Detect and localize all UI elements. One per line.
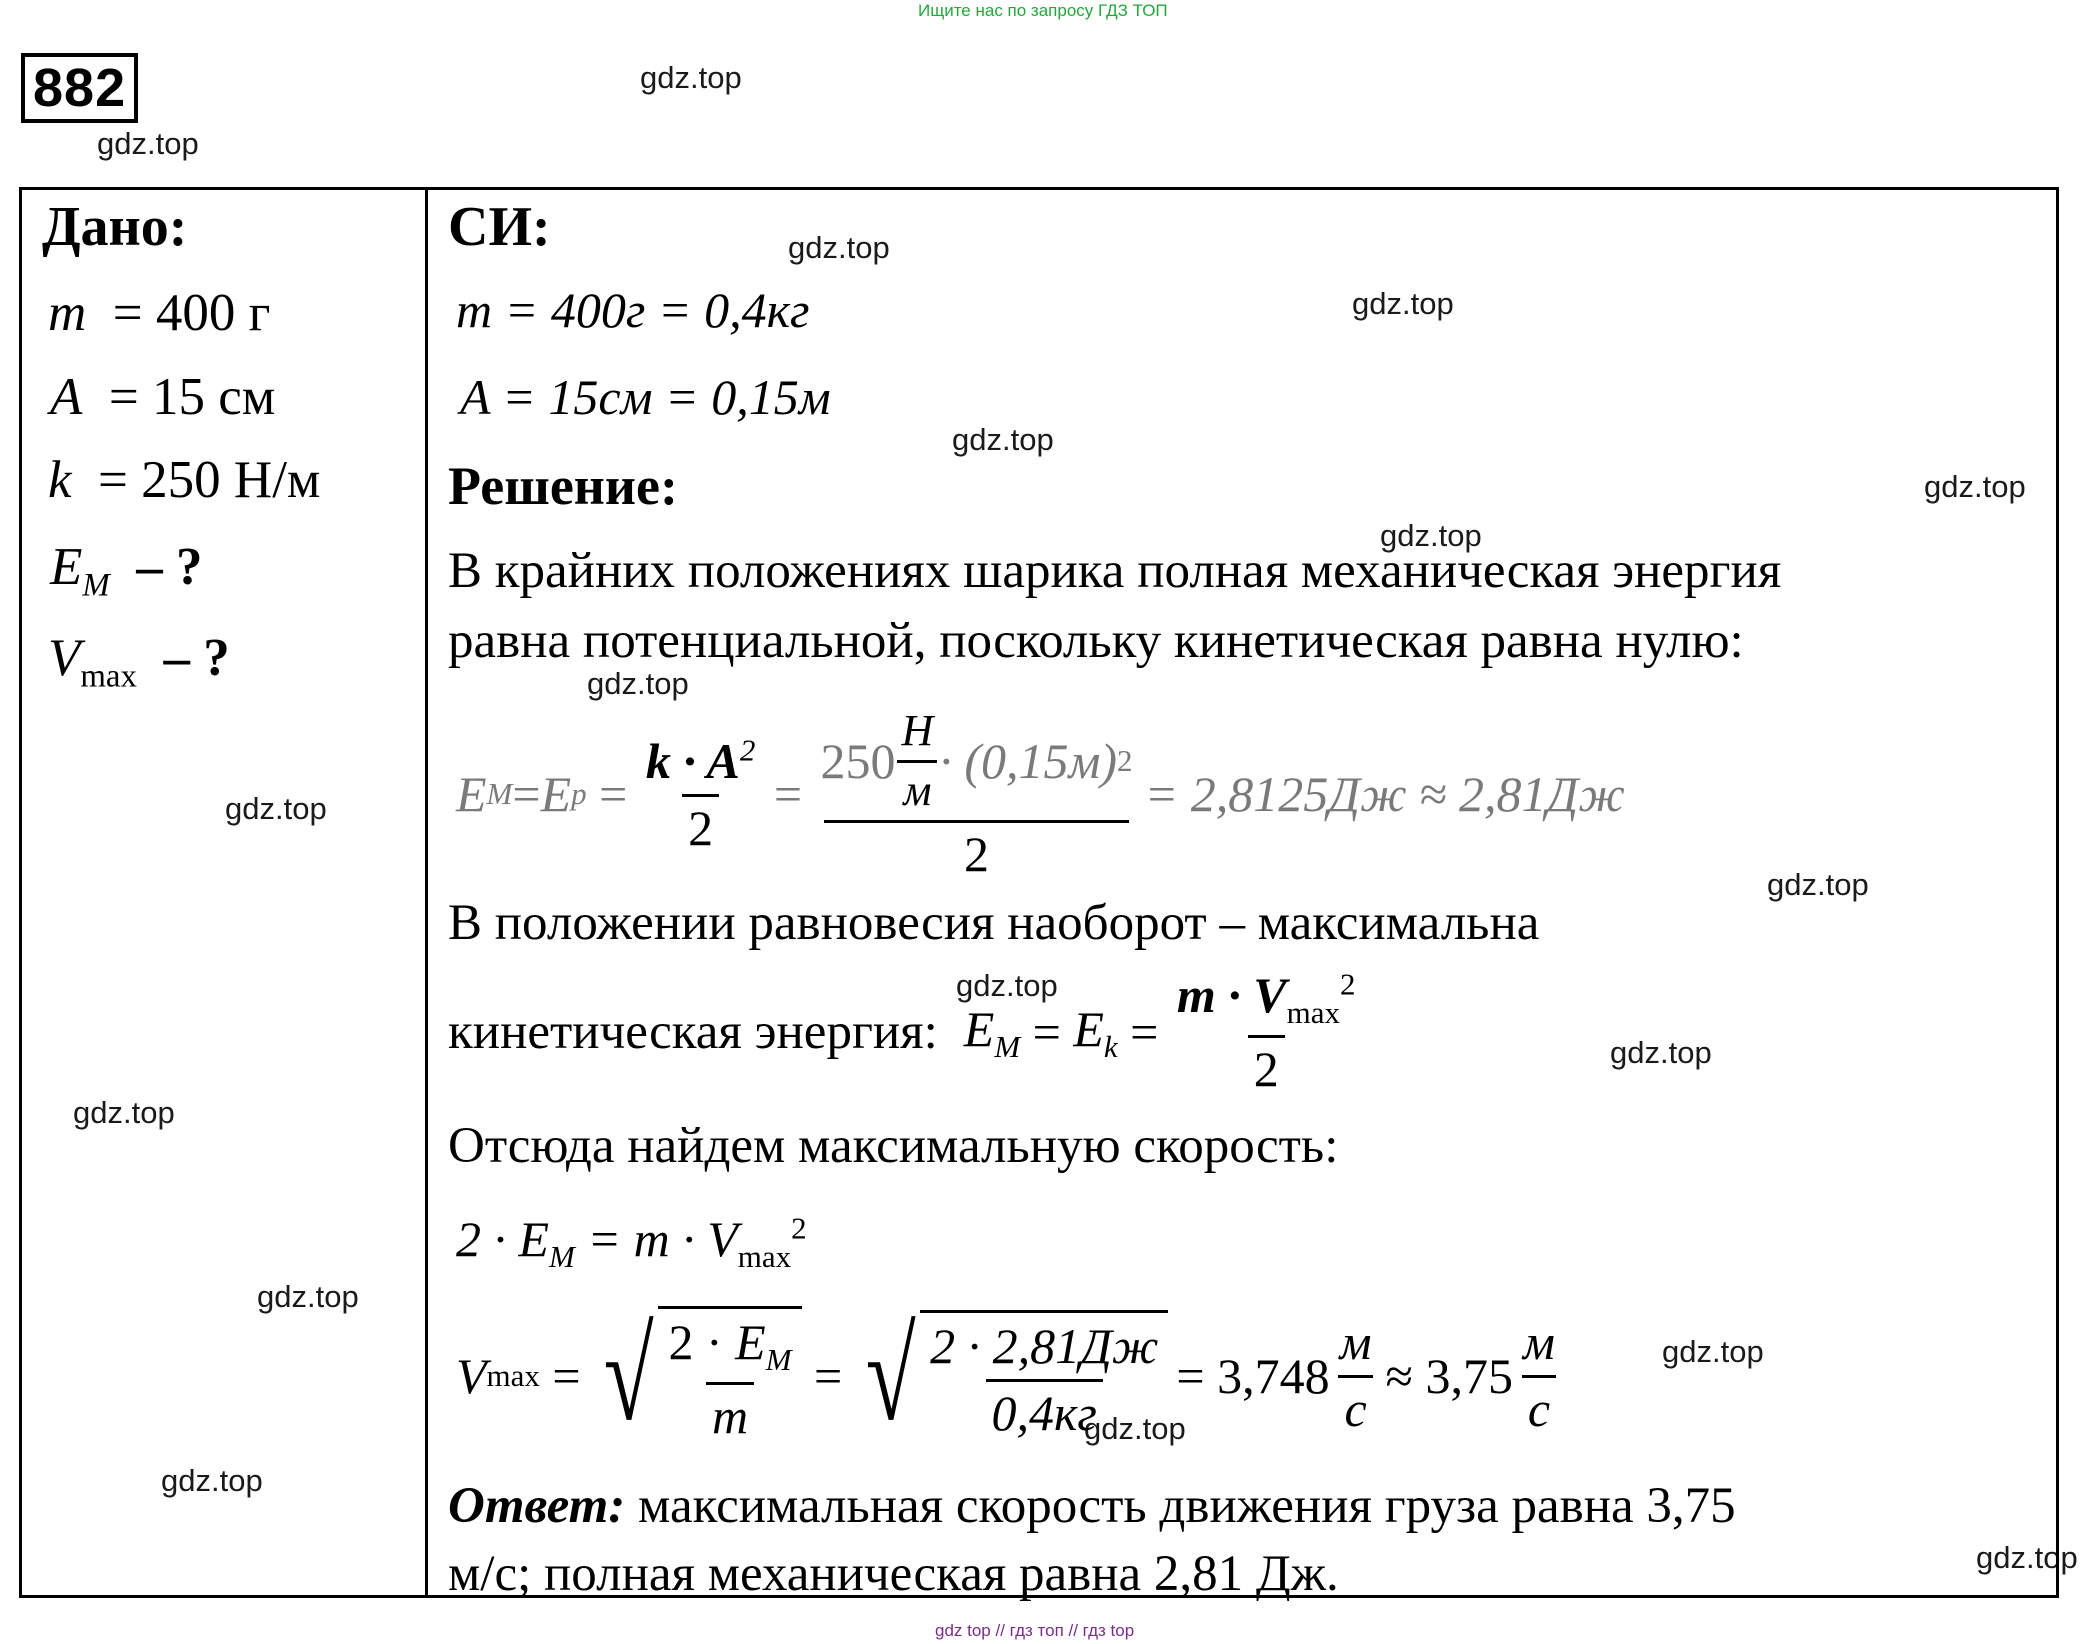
watermark: gdz.top xyxy=(161,1463,263,1498)
answer-line-2: м/с; полная механическая равна 2,81 Дж. xyxy=(448,1546,1339,1602)
bottom-banner: gdz top // гдз топ // гдз top xyxy=(935,1621,1135,1640)
si-mass: m = 400г = 0,4кг xyxy=(456,282,810,338)
watermark: gdz.top xyxy=(1380,518,1482,553)
equation-energy-velocity: $2 \cdot E_M = m \cdot V_{max}^2$ xyxy=(456,1210,807,1274)
solution-text-2a: В положении равновесия наоборот – максимальна xyxy=(448,895,1540,951)
given-mass: m = 400 г xyxy=(48,284,271,342)
watermark: gdz.top xyxy=(73,1095,175,1130)
watermark: gdz.top xyxy=(97,126,199,161)
watermark: gdz.top xyxy=(1084,1411,1186,1446)
solution-text-3: Отсюда найдем максимальную скорость: xyxy=(448,1118,1339,1174)
solution-header: Решение: xyxy=(448,456,678,516)
problem-number: 882 xyxy=(21,53,138,123)
given-stiffness: k = 250 Н/м xyxy=(48,451,321,509)
watermark: gdz.top xyxy=(952,422,1054,457)
watermark: gdz.top xyxy=(1662,1334,1764,1369)
equation-kinetic-energy: кинетическая энергия: $E_M$ = $E_k$ = $\frac{m \cdot V_{max}^2}{2}$ xyxy=(448,966,1356,1097)
given-amplitude: A = 15 см xyxy=(50,368,276,426)
watermark: gdz.top xyxy=(225,791,327,826)
equation-potential-energy: E M = E p = $\frac{k \cdot A^2}{2}$ = 250 $\frac{Н}{м}$ · (0,15м) 2 2 = 2,8125Дж ≈ 2,81Дж xyxy=(456,706,1625,882)
solution-text-1b: равна потенциальной, поскольку кинетическая равна нулю: xyxy=(448,613,1744,669)
watermark: gdz.top xyxy=(788,230,890,265)
watermark: gdz.top xyxy=(257,1279,359,1314)
watermark: gdz.top xyxy=(1924,469,2026,504)
si-header: СИ: xyxy=(448,196,551,258)
watermark: gdz.top xyxy=(956,968,1058,1003)
watermark: gdz.top xyxy=(587,666,689,701)
equation-max-velocity: V max = √ $\frac{2 \cdot E_M}{m}$ = √ $\frac{2 \cdot 2,81Дж}{0,4кг}$ = 3,748 $\frac{м}{с}$ ≈ 3,75 $\frac{м}{с}$ xyxy=(456,1303,1555,1448)
watermark: gdz.top xyxy=(1976,1540,2078,1575)
watermark: gdz.top xyxy=(1610,1035,1712,1070)
top-banner: Ищите нас по запросу ГДЗ ТОП xyxy=(918,1,1168,20)
given-energy-question: $E_M$ – ? xyxy=(50,538,203,604)
watermark: gdz.top xyxy=(1352,286,1454,321)
given-velocity-question: $V_{max}$ – ? xyxy=(48,629,230,695)
watermark: gdz.top xyxy=(1767,867,1869,902)
given-header: Дано: xyxy=(42,196,188,258)
si-amplitude: A = 15см = 0,15м xyxy=(460,369,831,425)
solution-text-1a: В крайних положениях шарика полная механическая энергия xyxy=(448,543,1782,599)
answer-line-1: Ответ: максимальная скорость движения груза равна 3,75 xyxy=(448,1478,1736,1534)
watermark: gdz.top xyxy=(640,60,742,95)
column-divider xyxy=(425,187,428,1598)
